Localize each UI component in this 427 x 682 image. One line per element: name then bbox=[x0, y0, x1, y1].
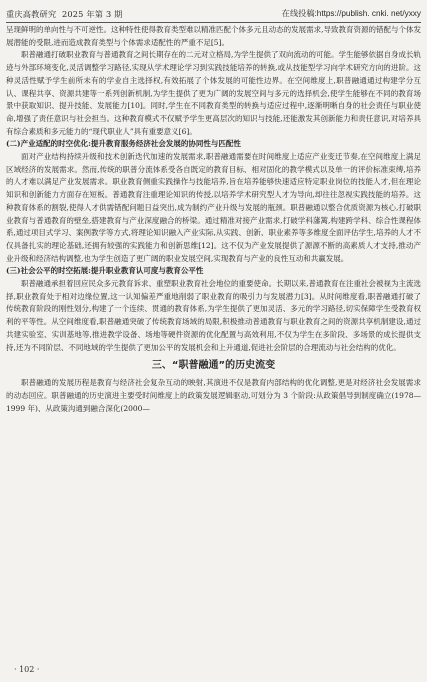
submission-url[interactable]: 在线投稿:https://publish. cnki. net/yxxy bbox=[281, 9, 421, 18]
page-number: · 102 · bbox=[14, 665, 40, 674]
paragraph: 职普融通的发展历程是教育与经济社会复杂互动的映射,其演进不仅是教育内部结构的优化调整,更是对经济社会发展需求的动态回应。职普融通的历史演进主要受时间维度上的政策发展逻辑驱动,可划分为 3 个阶段:从政策倡导到制度确立(1978—1999 年)、从政策沟通到融合深化(2000— bbox=[6, 378, 421, 413]
issue-label: 2025 年第 3 期 bbox=[61, 9, 123, 19]
subsection-heading: (三)社会公平的时空拓展:提升职业教育认可度与教育公平性 bbox=[6, 266, 204, 276]
paragraph: 职普融通承担着回应民众多元教育诉求、重塑职业教育社会地位的重要使命。长期以来,普通教育在注重社会被视为主流选择,职业教育处于相对边缘位置,这一认知偏差严重地削弱了职业教育的吸引力与发展潜力[3]。从时间维度看,职普融通打破了传统教育阶段的刚性划分,构建了一个连续、贯通的教育体系,为学生提供了更加灵活、多元的学习路径,切实保障学生受教育权利的平等性。从空间维度看,职普融通突破了传统教育场域的局限,积极推动普通教育与职业教育之间的资源共享机制建设,通过共建实验室、实训基地等,推进教学设备、场地等硬件资源的优化配置与高效利用,不仅为学生在多阶段、多场景的成长提供支持,还为不同阶层、不同地域的学生提供了更加公平的发展机会和上升通道,促进社会阶层的合理流动与社会结构的优化。 bbox=[6, 279, 421, 352]
paragraph: 面对产业结构持续升级和技术创新迭代加速的发展需求,职普融通需要在时间维度上适应产业变迁节奏,在空间维度上满足区域经济的发展需求。然而,传统的职普分流体系受各自既定的教育目标、相对固化的教学模式以及单一的评价标准束缚,培养的人才难以满足产业发展需求。职业教育侧重实践操作与技能培养,旨在培养能够快速适应特定职业岗位的技能人才,但在理论知识和创新能力方面存在短板。普通教育注重理论知识的传授,以培养学术研究型人才为导向,却往往忽视实践技能的培养。这种教育体系的割裂,使得人才供需错配问题日益突出,成为制约产业升级与发展的瓶颈。职普融通以整合优质资源为核心,打破职业教育与普通教育的壁垒,搭建教育与产业深度融合的桥梁。通过精准对接产业需求,打破学科藩篱,构建跨学科、综合性课程体系,通过项目式学习、案例教学等方式,将理论知识融入产业实际,从实践、创新、职业素养等多维度全面评估学生,培养的人才不仅具备扎实的理论基础,还拥有较强的实践能力和创新思维[12]。这不仅为产业发展提供了源源不断的高素质人才支持,推动产业升级和经济结构调整,也为学生创造了更广阔的职业发展空间,实现教育与产业的良性互动和共赢发展。 bbox=[6, 152, 421, 263]
paragraph: 职普融通打破职业教育与普通教育之间长期存在的二元对立格局,为学生提供了双向流动的可能。学生能够依据自身成长轨迹与外部环境变化,灵活调整学习路径,实现从学术理论学习到实践技能培养的转换,或从技能型学习向学术研究方向的进阶。这种灵活性赋予学生前所未有的学业自主选择权,有效拓展了个体发展的可能性边界。在空间维度上,职普融通通过构建学分互认、课程共享、资源共建等一系列创新机制,为学生提供了更为广阔的发展空间与多元的选择机会,使学生能够在不同的教育场景中获取知识、提升技能、发展能力[10]。同时,学生在不同教育类型的转换与适应过程中,逐渐明晰自身的社会责任与职业使命,增强了责任意识与社会担当。这种教育模式不仅赋予学生更高层次的知识与技能,还能激发其创新能力和责任意识,对培养具有综合素质和多元能力的“现代职业人”具有重要意义[6]。 bbox=[6, 50, 421, 136]
journal-name: 重庆高教研究 bbox=[6, 9, 57, 19]
page-header bbox=[6, 6, 421, 23]
article-body bbox=[6, 24, 421, 652]
journal-issue bbox=[6, 6, 123, 22]
paragraph: 呈现鲜明的单向性与不可逆性。这种特性使得教育类型难以精准匹配个体多元且动态的发展需求,导致教育资源的错配与个体发展潜能的受限,进而造成教育类型与个体需求适配性的严重不足[5]。 bbox=[6, 25, 421, 47]
subsection-heading: (二)产业适配的时空优化:提升教育服务经济社会发展的协同性与匹配性 bbox=[6, 139, 241, 149]
section-title: 三、“职普融通”的历史流变 bbox=[151, 360, 276, 372]
